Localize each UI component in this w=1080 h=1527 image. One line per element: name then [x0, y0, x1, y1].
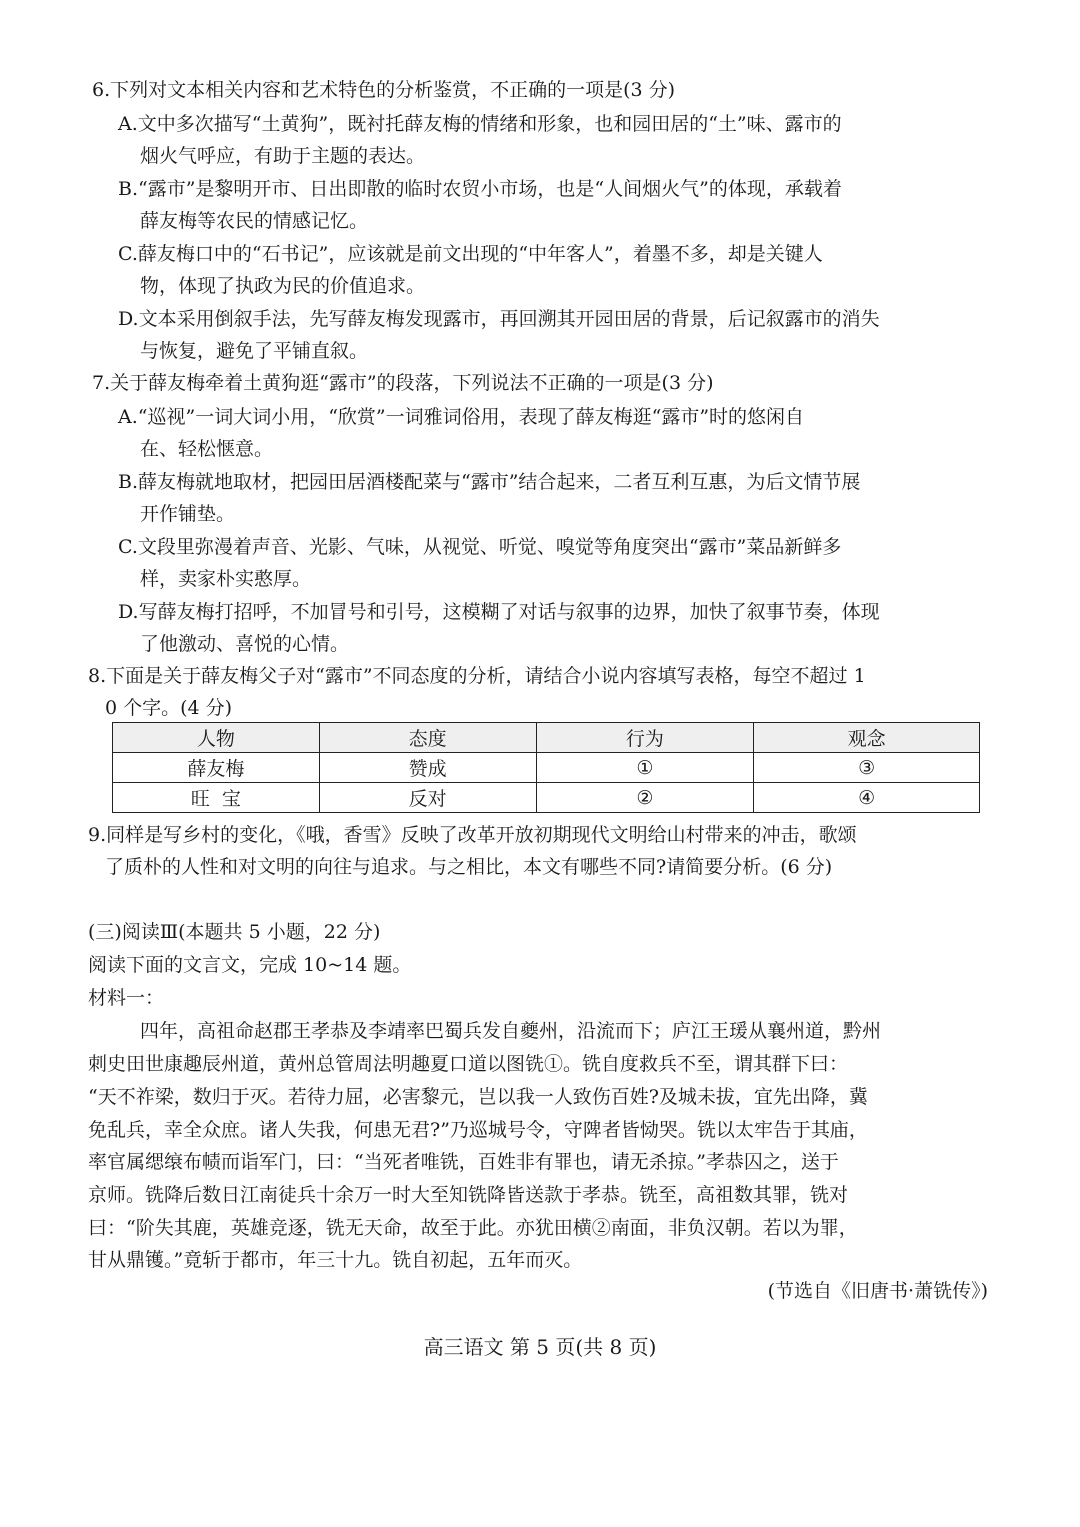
section-title: (三)阅读Ⅲ(本题共 5 小题，22 分): [88, 921, 381, 943]
passage-line: 免乱兵，幸全众庶。诸人失我，何患无君?”乃巡城号令，守陴者皆恸哭。铣以太牢告于其庙，: [88, 1119, 868, 1141]
q7-option-a: A.“巡视”一词大词小用，“欣赏”一词雅词俗用，表现了薛友梅逛“露市”时的悠闲自: [118, 406, 805, 428]
table-header-cell: 行为: [536, 723, 754, 753]
table-header-cell: 态度: [319, 723, 536, 753]
q6-option-b: B.“露市”是黎明开市、日出即散的临时农贸小市场，也是“人间烟火气”的体现，承载着: [118, 178, 842, 200]
q6-option-a-cont: 烟火气呼应，有助于主题的表达。: [140, 145, 426, 167]
passage-source: (节选自《旧唐书·萧铣传》): [767, 1280, 988, 1302]
table-cell: 反对: [319, 783, 536, 813]
q7-option-d: D.写薛友梅打招呼，不加冒号和引号，这模糊了对话与叙事的边界，加快了叙事节奏，体现: [118, 601, 880, 623]
q7-option-d-cont: 了他激动、喜悦的心情。: [140, 633, 350, 655]
passage-line: 四年，高祖命赵郡王孝恭及李靖率巴蜀兵发自夔州，沿流而下；庐江王瑗从襄州道，黔州: [140, 1020, 882, 1042]
q7-option-a-cont: 在、轻松惬意。: [140, 438, 274, 460]
passage-line: 刺史田世康趣辰州道，黄州总管周法明趣夏口道以图铣①。铣自度救兵不至，谓其群下曰：: [88, 1053, 849, 1075]
q6-option-c-cont: 物，体现了执政为民的价值追求。: [140, 275, 426, 297]
q6-option-d-cont: 与恢复，避免了平铺直叙。: [140, 340, 369, 362]
table-row: [113, 783, 980, 813]
q7-stem: 7.关于薛友梅牵着土黄狗逛“露市”的段落，下列说法不正确的一项是(3 分): [92, 372, 714, 394]
q9-stem: 9.同样是写乡村的变化，《哦，香雪》反映了改革开放初期现代文明给山村带来的冲击，歌颂: [88, 824, 857, 846]
q7-option-b-cont: 开作铺垫。: [140, 503, 236, 525]
table-row: [113, 753, 980, 783]
passage-line: 率官属缌缞布帻而诣军门，曰：“当死者唯铣，百姓非有罪也，请无杀掠。”孝恭囚之，送于: [88, 1151, 839, 1173]
table-cell: ①: [536, 753, 754, 783]
table-cell: ③: [754, 753, 980, 783]
passage-line: 京师。铣降后数日江南徒兵十余万一时大至知铣降皆送款于孝恭。铣至，高祖数其罪，铣对: [88, 1184, 849, 1206]
passage-line: 曰：“阶失其鹿，英雄竞逐，铣无天命，故至于此。亦犹田横②南面，非负汉朝。若以为罪，: [88, 1217, 858, 1239]
table-header-cell: 观念: [754, 723, 980, 753]
q6-option-c: C.薛友梅口中的“石书记”，应该就是前文出现的“中年客人”，着墨不多，却是关键人: [118, 243, 823, 265]
q6-option-a: A.文中多次描写“土黄狗”，既衬托薛友梅的情绪和形象，也和园田居的“土”味、露市的: [118, 113, 842, 135]
section-instruction: 阅读下面的文言文，完成 10~14 题。: [88, 954, 412, 976]
table-cell: ④: [754, 783, 980, 813]
passage-line: “天不祚梁，数归于灭。若待力屈，必害黎元，岂以我一人致伤百姓?及城未拔，宜先出降，冀: [88, 1086, 868, 1108]
q7-option-c-cont: 样，卖家朴实憨厚。: [140, 568, 312, 590]
q8-stem-cont: 0 个字。(4 分): [105, 697, 233, 719]
table-header-row: [113, 723, 980, 753]
table-cell: ②: [536, 783, 754, 813]
material-label: 材料一：: [88, 987, 165, 1009]
table-cell: 薛友梅: [113, 753, 320, 783]
q6-option-b-cont: 薛友梅等农民的情感记忆。: [140, 210, 369, 232]
q8-stem: 8.下面是关于薛友梅父子对“露市”不同态度的分析，请结合小说内容填写表格，每空不超过 1: [88, 665, 866, 687]
q7-option-c: C.文段里弥漫着声音、光影、气味，从视觉、听觉、嗅觉等角度突出“露市”菜品新鲜多: [118, 536, 842, 558]
table-cell: 赞成: [319, 753, 536, 783]
page-footer: 高三语文 第 5 页(共 8 页): [423, 1335, 657, 1359]
q6-stem: 6.下列对文本相关内容和艺术特色的分析鉴赏，不正确的一项是(3 分): [92, 79, 676, 101]
q7-option-b: B.薛友梅就地取材，把园田居酒楼配菜与“露市”结合起来，二者互利互惠，为后文情节展: [118, 471, 861, 493]
table-cell: 旺 宝: [113, 783, 320, 813]
q9-stem-cont: 了质朴的人性和对文明的向往与追求。与之相比，本文有哪些不同?请简要分析。(6 分): [105, 856, 833, 878]
table-header-cell: 人物: [113, 723, 320, 753]
passage-line: 甘从鼎镬。”竟斩于都市，年三十九。铣自初起，五年而灭。: [88, 1249, 583, 1271]
answer-table: [112, 722, 980, 813]
q6-option-d: D.文本采用倒叙手法，先写薛友梅发现露市，再回溯其开园田居的背景，后记叙露市的消失: [118, 308, 880, 330]
